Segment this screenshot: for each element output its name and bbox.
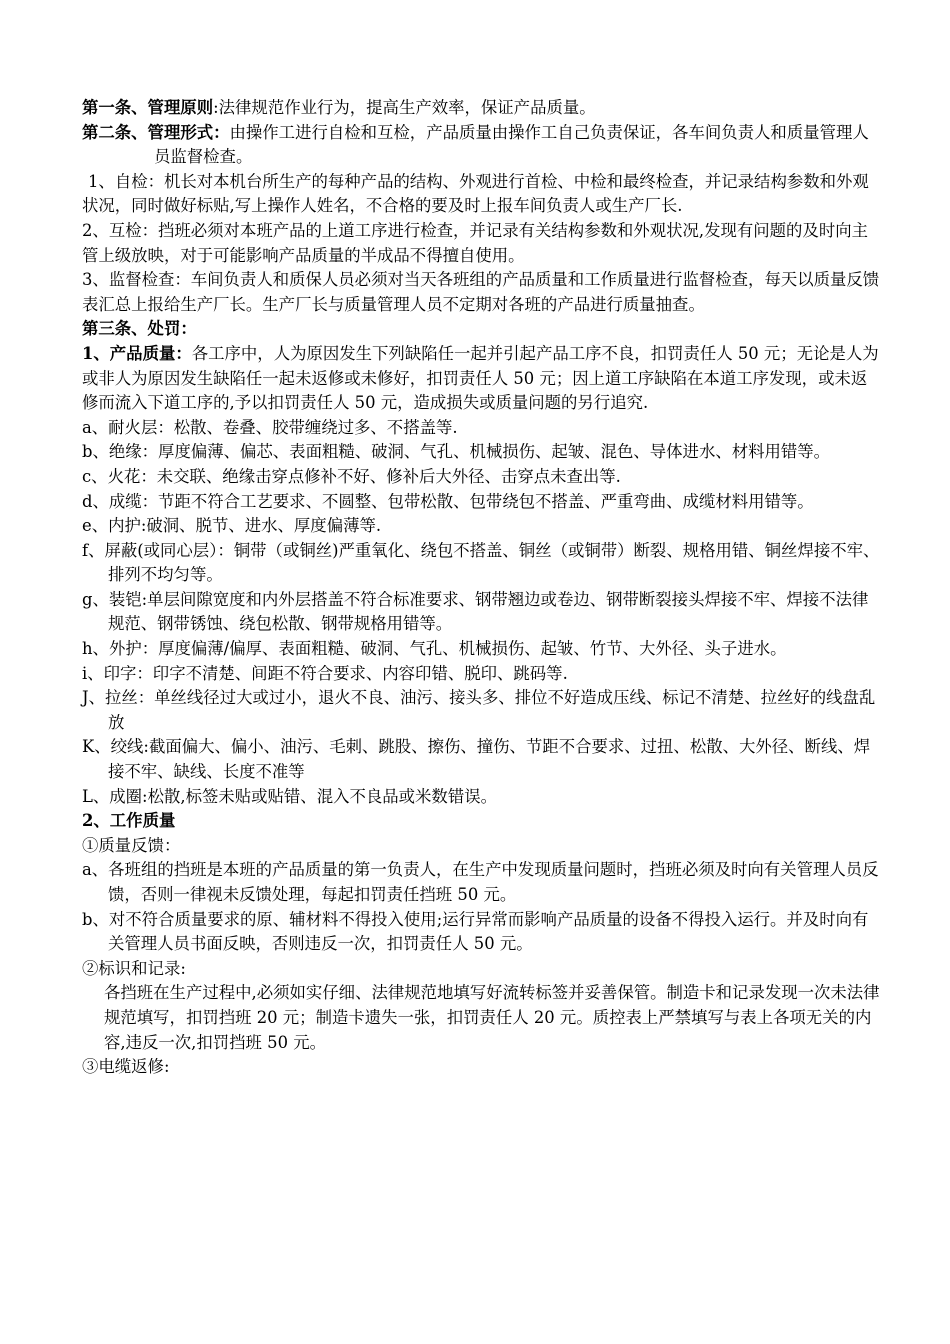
article-2 [82, 121, 882, 170]
document-page [82, 96, 882, 1080]
article-1-label: 第一条、管理原则 [82, 98, 214, 117]
product-quality-label: 1、产品质量： [82, 343, 192, 363]
defect-item: d、成缆：节距不符合工艺要求、不圆整、包带松散、包带绕包不搭盖、严重弯曲、成缆材料用错等。 [82, 491, 814, 511]
defect-item: g、装铠:单层间隙宽度和内外层搭盖不符合标准要求、钢带翘边或卷边、钢带断裂接头焊接不牢、焊接不法律规范、钢带锈蚀、绕包松散、钢带规格用错等。 [82, 589, 869, 634]
defect-item: c、火花：未交联、绝缘击穿点修补不好、修补后大外径、击穿点未查出等. [82, 466, 621, 486]
work-quality-heading: 2、工作质量 [82, 811, 176, 831]
article-2-label: 第二条、管理形式： [82, 122, 230, 142]
cable-repair-heading: ③电缆返修: [82, 1057, 170, 1077]
feedback-item: b、对不符合质量要求的原、辅材料不得投入使用;运行异常而影响产品质量的设备不得投入运行。并及时向有关管理人员书面反映，否则违反一次，扣罚责任人 50 元。 [82, 909, 869, 954]
defect-item: i、印字：印字不清楚、间距不符合要求、内容印错、脱印、跳码等. [82, 663, 568, 683]
supervision-inspection: 3、监督检查：车间负责人和质保人员必须对当天各班组的产品质量和工作质量进行监督检查，每天以质量反馈表汇总上报给生产厂长。生产厂长与质量管理人员不定期对各班的产品进行质量抽查。 [82, 270, 880, 314]
product-quality-text: 各工序中，人为原因发生下列缺陷任一起并引起产品工序不良，扣罚责任人 50 元；无论是人为或非人为原因发生缺陷任一起未返修或未修好，扣罚责任人 50 元；因上道工序缺陷在本道工序发现，或未返修而流入下道工序的,予以扣罚责任人 50 元，造成损失或质量问题的另行追究. [82, 343, 879, 413]
defect-item: f、屏蔽(或同心层）：铜带（或铜丝)严重氧化、绕包不搭盖、铜丝（或铜带）断裂、规格用错、铜丝焊接不牢、排列不均匀等。 [82, 540, 880, 585]
article-3-heading: 第三条、处罚： [82, 319, 197, 339]
article-2-text: 由操作工进行自检和互检，产品质量由操作工自己负责保证，各车间负责人和质量管理人员监督检查。 [154, 122, 869, 167]
article-1 [82, 96, 882, 121]
defect-item: h、外护：厚度偏薄/偏厚、表面粗糙、破洞、气孔、机械损伤、起皱、竹节、大外径、头子进水。 [82, 639, 787, 659]
defect-item: b、绝缘：厚度偏薄、偏芯、表面粗糙、破洞、气孔、机械损伤、起皱、混色、导体进水、材料用错等。 [82, 442, 831, 462]
defect-item: J、拉丝：单丝线径过大或过小，退火不良、油污、接头多、排位不好造成压线、标记不清楚、拉丝好的线盘乱放 [82, 688, 876, 732]
defect-item: a、耐火层：松散、卷叠、胶带缠绕过多、不搭盖等. [82, 417, 458, 437]
product-quality-paragraph [82, 342, 882, 416]
defect-item: e、内护:破洞、脱节、进水、厚度偏薄等. [82, 516, 382, 536]
defect-item: K、绞线:截面偏大、偏小、油污、毛刺、跳股、擦伤、撞伤、节距不合要求、过扭、松散、大外径、断线、焊接不牢、缺线、长度不准等 [82, 737, 871, 782]
quality-feedback-heading: ①质量反馈： [82, 835, 181, 855]
feedback-item: a、各班组的挡班是本班的产品质量的第一负责人，在生产中发现质量问题时，挡班必须及时向有关管理人员反馈，否则一律视未反馈处理，每起扣罚责任挡班 50 元。 [82, 860, 879, 904]
self-inspection: 1、自检：机长对本机台所生产的每种产品的结构、外观进行首检、中检和最终检查，并记录结构参数和外观状况，同时做好标贴,写上操作人姓名，不合格的要及时上报车间负责人或生产厂长. [82, 171, 869, 216]
article-1-text: :法律规范作业行为，提高生产效率，保证产品质量。 [213, 98, 596, 117]
defect-item: L、成圈:松散,标签未贴或贴错、混入不良品或米数错误。 [82, 786, 497, 806]
records-heading: ②标识和记录: [82, 958, 186, 978]
mutual-inspection: 2、互检：挡班必须对本班产品的上道工序进行检查，并记录有关结构参数和外观状况,发现有问题的及时向主管上级放映，对于可能影响产品质量的半成品不得擅自使用。 [82, 220, 868, 265]
records-paragraph: 各挡班在生产过程中,必须如实仔细、法律规范地填写好流转标签并妥善保管。制造卡和记录发现一次未法律规范填写，扣罚挡班 20 元；制造卡遗失一张，扣罚责任人 20 元。质控表上严禁填写与表上各项无关的内容,违反一次,扣罚挡班 50 元。 [104, 983, 880, 1052]
